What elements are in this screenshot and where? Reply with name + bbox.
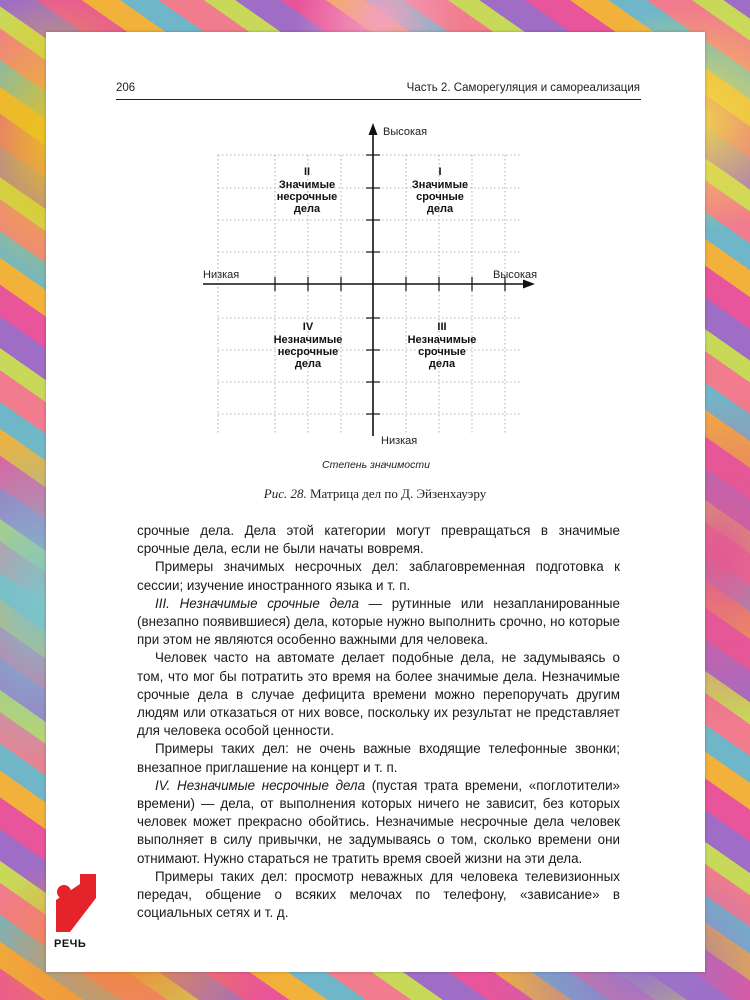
svg-text:II: II <box>303 166 311 178</box>
svg-text:Значимые: Значимые <box>278 179 336 191</box>
svg-text:дела: дела <box>293 203 321 215</box>
y-axis-bottom-label: Низкая <box>381 435 418 447</box>
svg-text:Незначимые: Незначимые <box>407 334 477 346</box>
paragraph-emphasis: III. Незначимые срочные дела <box>155 595 359 611</box>
axes <box>203 123 538 436</box>
paragraph-emphasis: IV. Незначимые несрочные дела <box>155 777 366 793</box>
svg-text:Значимые: Значимые <box>411 179 469 191</box>
quadrant-1-label <box>412 166 468 215</box>
svg-text:дела: дела <box>428 358 456 370</box>
x-axis-title: Степень значимости <box>322 459 430 471</box>
quadrant-3-label <box>408 321 477 370</box>
y-axis-top-label: Высокая <box>383 126 428 138</box>
svg-text:срочные: срочные <box>418 346 466 358</box>
svg-text:дела: дела <box>294 358 322 370</box>
publisher-logo-text: РЕЧЬ <box>54 938 87 950</box>
paragraph: срочные дела. Дела этой категории могут превращаться в значимые срочные дела, если не были начаты вовремя. <box>137 523 620 557</box>
x-axis-right-label: Высокая <box>493 269 538 281</box>
paragraph: IV. Незначимые несрочные дела (пустая трата времени, «поглотители» времени) — дела, от выполнения которых ничего не зависит, без которых человек может прекрасно обойтись. Незначимые несрочные дела человек выполняет в силу привычки, не задумываясь о том, сколько времени они отнимают. Нужно стараться не тратить время своей жизни на эти дела. <box>137 777 620 866</box>
svg-text:Незначимые: Незначимые <box>273 334 343 346</box>
page-number: 206 <box>116 82 136 94</box>
svg-text:III: III <box>437 321 447 333</box>
svg-text:несрочные: несрочные <box>276 191 338 203</box>
figure-caption <box>0 486 750 502</box>
figure-caption-text: Матрица дел по Д. Эйзенхауэру <box>306 486 487 501</box>
svg-text:несрочные: несрочные <box>277 346 339 358</box>
quadrant-4-label <box>274 321 343 370</box>
svg-text:I: I <box>438 166 442 178</box>
dotted-grid <box>218 155 520 435</box>
svg-text:IV: IV <box>302 321 314 333</box>
paragraph: Человек часто на автомате делает подобные дела, не задумываясь о том, что мог бы потратить это время на более значимые дела. Незначимые срочные дела в случае дефицита времени можно перепоручать другим людям или отказаться от них вовсе, поскольку их результат не представляет для человека особой ценности. <box>137 650 620 739</box>
paragraph: III. Незначимые срочные дела — рутинные или незапланированные (внезапно появившиеся) дела, которые нужно выполнить срочно, но которые при этом не являются особенно важными для человека. <box>137 595 620 648</box>
svg-text:дела: дела <box>426 203 454 215</box>
body-text <box>137 522 620 922</box>
paragraph: Примеры таких дел: просмотр неважных для человека телевизионных передач, общение о всяких мелочах по телефону, «зависание» в социальных сетях и т. д. <box>137 868 620 921</box>
paragraph: Примеры значимых несрочных дел: заблаговременная подготовка к сессии; изучение иностранного языка и т. п. <box>137 559 620 593</box>
figure-caption-label: Рис. 28. <box>263 486 307 501</box>
svg-text:срочные: срочные <box>416 191 464 203</box>
eisenhower-matrix-figure <box>0 0 750 480</box>
section-title: Часть 2. Саморегуляция и самореализация <box>406 82 640 94</box>
x-axis-left-label: Низкая <box>203 269 240 281</box>
quadrant-2-label <box>277 166 337 215</box>
paragraph: Примеры таких дел: не очень важные входящие телефонные звонки; внезапное приглашение на концерт и т. п. <box>137 741 620 775</box>
